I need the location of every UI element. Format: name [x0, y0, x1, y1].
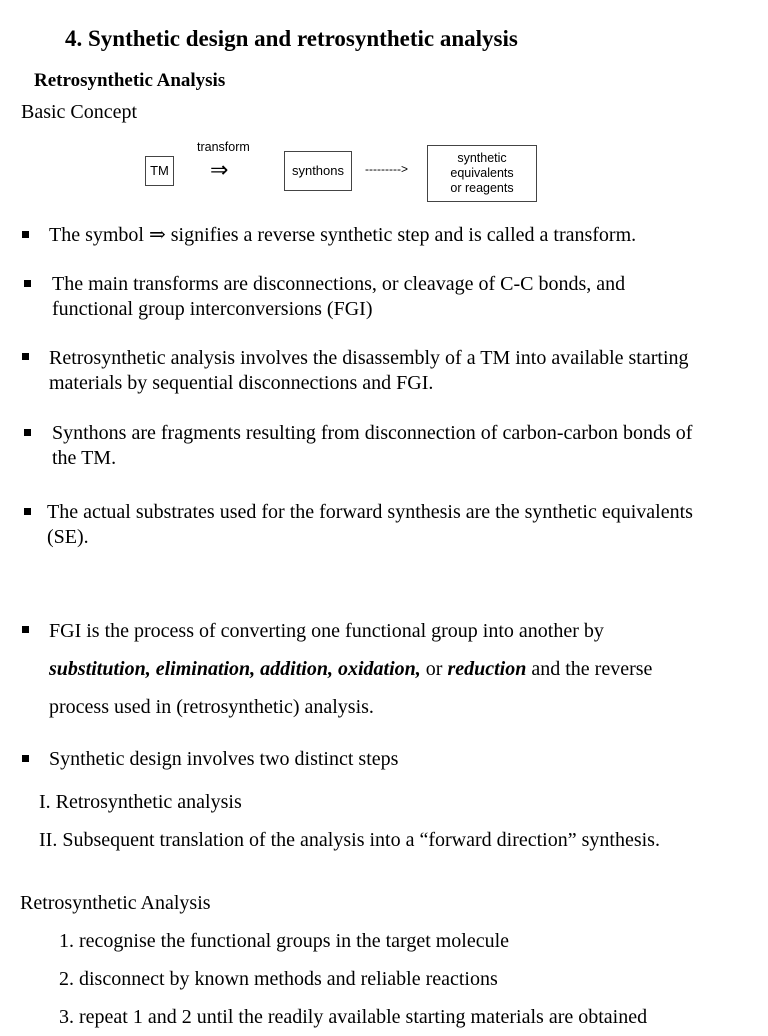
retro-list-item: 2. disconnect by known methods and reliable reactions — [59, 968, 498, 990]
tm-box: TM — [145, 156, 174, 186]
bullet-text — [49, 650, 652, 688]
bullet-text: (SE). — [47, 526, 89, 548]
bullet-marker-icon — [24, 508, 31, 515]
plain-text: or — [420, 658, 448, 680]
bullet-text: The symbol ⇒ signifies a reverse synthetic step and is called a transform. — [49, 224, 637, 246]
synthetic-equivalents-box — [427, 145, 537, 202]
emphasis-text: reduction — [447, 658, 527, 680]
retro-list-item: 3. repeat 1 and 2 until the readily available starting materials are obtained — [59, 1006, 648, 1028]
bullet-marker-icon — [22, 755, 29, 762]
retro-list-item: 1. recognise the functional groups in the target molecule — [59, 930, 510, 952]
plain-text: and the reverse — [526, 658, 653, 680]
bullet-marker-icon — [24, 429, 31, 436]
emphasis-text: substitution, elimination, addition, oxidation, — [49, 658, 421, 680]
bullet-text: the TM. — [52, 447, 117, 469]
retro-heading: Retrosynthetic Analysis — [20, 892, 211, 914]
bullet-text: materials by sequential disconnections and FGI. — [49, 372, 434, 394]
step-item: II. Subsequent translation of the analysis into a “forward direction” synthesis. — [39, 829, 660, 851]
transform-diagram — [135, 140, 555, 208]
se-line-1: synthetic — [457, 151, 507, 165]
se-line-2: equivalents — [450, 166, 514, 180]
step-item: I. Retrosynthetic analysis — [39, 791, 242, 813]
bullet-text: process used in (retrosynthetic) analysis. — [49, 696, 374, 718]
section-heading: Basic Concept — [21, 101, 138, 123]
bullet-marker-icon — [22, 231, 29, 238]
bullet-text: The actual substrates used for the forward synthesis are the synthetic equivalents — [47, 501, 693, 523]
bullet-text: Retrosynthetic analysis involves the disassembly of a TM into available starting — [49, 347, 689, 369]
bullet-text: FGI is the process of converting one functional group into another by — [49, 620, 604, 642]
bullet-marker-icon — [24, 280, 31, 287]
bullet-text: The main transforms are disconnections, or cleavage of C-C bonds, and — [52, 273, 626, 295]
synthons-box: synthons — [284, 151, 352, 191]
bullet-text: Synthons are fragments resulting from disconnection of carbon-carbon bonds of — [52, 422, 693, 444]
page-title: 4. Synthetic design and retrosynthetic analysis — [65, 26, 518, 51]
bullet-text: functional group interconversions (FGI) — [52, 298, 373, 320]
bullet-marker-icon — [22, 626, 29, 633]
dashed-arrow-icon: ---------> — [365, 162, 408, 176]
transform-label: transform — [197, 140, 250, 154]
se-line-3: or reagents — [450, 181, 514, 195]
subtitle: Retrosynthetic Analysis — [34, 70, 226, 91]
bullet-marker-icon — [22, 353, 29, 360]
bullet-text: Synthetic design involves two distinct steps — [49, 748, 399, 770]
transform-arrow-icon: ⇒ — [210, 158, 229, 183]
